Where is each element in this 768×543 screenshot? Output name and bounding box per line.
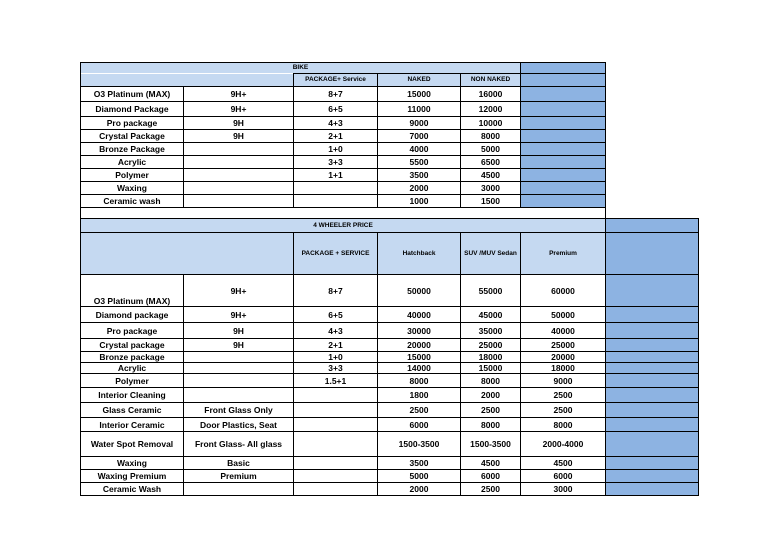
car-suv-sedan-price: 4500 — [461, 457, 521, 470]
car-spec: Premium — [184, 470, 294, 483]
car-package: 6+5 — [294, 307, 378, 323]
car-spec: Door Plastics, Seat — [184, 418, 294, 432]
bike-naked-price: 5500 — [378, 156, 461, 169]
car-blue-cell — [606, 388, 699, 403]
bike-service-name: Ceramic wash — [81, 195, 184, 208]
car-service-name: Glass Ceramic — [81, 403, 184, 418]
car-hatchback-price: 5000 — [378, 470, 461, 483]
car-suv-sedan-price: 55000 — [461, 275, 521, 307]
bike-non-naked-price: 16000 — [461, 87, 521, 102]
bike-package: 6+5 — [294, 102, 378, 117]
car-spec: 9H+ — [184, 307, 294, 323]
car-suv-sedan-price: 8000 — [461, 374, 521, 388]
bike-table-body — [81, 87, 606, 220]
car-service-name: Polymer — [81, 374, 184, 388]
car-service-name: Crystal package — [81, 339, 184, 352]
table-row — [81, 339, 699, 352]
bike-package: 3+3 — [294, 156, 378, 169]
table-row — [81, 195, 606, 208]
car-service-name: Water Spot Removal — [81, 432, 184, 457]
car-spec: 9H — [184, 323, 294, 339]
bike-hardness: 9H — [184, 117, 294, 130]
bike-non-naked-price: 4500 — [461, 169, 521, 182]
car-spec: Front Glass- All glass — [184, 432, 294, 457]
bike-blue-cell — [521, 169, 606, 182]
table-row — [81, 432, 699, 457]
car-package: 3+3 — [294, 363, 378, 374]
table-row — [81, 156, 606, 169]
table-row — [81, 130, 606, 143]
car-header-cell — [81, 233, 184, 275]
car-hatchback-price: 40000 — [378, 307, 461, 323]
bike-blue-cell — [521, 102, 606, 117]
table-row — [81, 483, 699, 496]
car-hatchback-price: 3500 — [378, 457, 461, 470]
car-service-name: Acrylic — [81, 363, 184, 374]
car-spec: Front Glass Only — [184, 403, 294, 418]
car-premium-price: 2500 — [521, 403, 606, 418]
car-suv-sedan-price: 8000 — [461, 418, 521, 432]
car-hatchback-price: 1500-3500 — [378, 432, 461, 457]
table-row — [81, 457, 699, 470]
bike-hardness: 9H — [184, 130, 294, 143]
bike-package: 1+1 — [294, 169, 378, 182]
bike-blue-cell — [521, 87, 606, 102]
car-suv-sedan-price: 18000 — [461, 352, 521, 363]
bike-service-name: Bronze Package — [81, 143, 184, 156]
bike-non-naked-price: 3000 — [461, 182, 521, 195]
bike-non-naked-price: 1500 — [461, 195, 521, 208]
car-package: 1.5+1 — [294, 374, 378, 388]
bike-naked-price: 4000 — [378, 143, 461, 156]
car-blue-cell — [606, 483, 699, 496]
bike-non-naked-price: 12000 — [461, 102, 521, 117]
car-service-name: Interior Cleaning — [81, 388, 184, 403]
car-header-premium: Premium — [521, 233, 606, 275]
table-row — [81, 275, 699, 307]
car-premium-price: 2500 — [521, 388, 606, 403]
car-blue-cell — [606, 374, 699, 388]
table-row — [81, 87, 606, 102]
car-suv-sedan-price: 1500-3500 — [461, 432, 521, 457]
car-spec: Basic — [184, 457, 294, 470]
bike-non-naked-price: 6500 — [461, 156, 521, 169]
car-premium-price: 3000 — [521, 483, 606, 496]
car-blue-cell — [606, 339, 699, 352]
car-blue-cell — [606, 323, 699, 339]
bike-blue-cell — [521, 156, 606, 169]
bike-header-package: PACKAGE+ Service — [294, 74, 378, 87]
bike-package: 2+1 — [294, 130, 378, 143]
car-package — [294, 457, 378, 470]
table-row — [81, 117, 606, 130]
car-suv-sedan-price: 35000 — [461, 323, 521, 339]
table-row — [81, 182, 606, 195]
car-hatchback-price: 6000 — [378, 418, 461, 432]
table-row — [81, 374, 699, 388]
car-package — [294, 418, 378, 432]
car-hatchback-price: 30000 — [378, 323, 461, 339]
bike-hardness — [184, 182, 294, 195]
car-header-suv-sedan: SUV /MUV Sedan — [461, 233, 521, 275]
car-package: 4+3 — [294, 323, 378, 339]
car-blue-cell — [606, 233, 699, 275]
car-spec — [184, 483, 294, 496]
bike-header-non-naked: NON NAKED — [461, 74, 521, 87]
bike-price-table — [80, 62, 606, 220]
car-premium-price: 50000 — [521, 307, 606, 323]
car-spec — [184, 374, 294, 388]
bike-blue-cell — [521, 74, 606, 87]
bike-non-naked-price: 8000 — [461, 130, 521, 143]
car-blue-cell — [606, 275, 699, 307]
bike-hardness — [184, 143, 294, 156]
car-hatchback-price: 2000 — [378, 483, 461, 496]
car-blue-cell — [606, 470, 699, 483]
bike-package: 8+7 — [294, 87, 378, 102]
table-row — [81, 143, 606, 156]
bike-naked-price: 11000 — [378, 102, 461, 117]
bike-naked-price: 2000 — [378, 182, 461, 195]
car-hatchback-price: 2500 — [378, 403, 461, 418]
bike-service-name: Diamond Package — [81, 102, 184, 117]
table-row — [81, 352, 699, 363]
table-row — [81, 363, 699, 374]
car-service-name: Ceramic Wash — [81, 483, 184, 496]
car-package — [294, 388, 378, 403]
car-suv-sedan-price: 45000 — [461, 307, 521, 323]
table-row — [81, 418, 699, 432]
bike-blue-cell — [521, 63, 606, 74]
car-premium-price: 9000 — [521, 374, 606, 388]
car-table-body — [81, 275, 699, 496]
table-row — [81, 307, 699, 323]
bike-package — [294, 182, 378, 195]
car-header-cell — [184, 233, 294, 275]
bike-header-cell — [81, 74, 184, 87]
car-premium-price: 6000 — [521, 470, 606, 483]
car-premium-price: 4500 — [521, 457, 606, 470]
car-spec: 9H — [184, 339, 294, 352]
car-suv-sedan-price: 2000 — [461, 388, 521, 403]
car-service-name: Waxing — [81, 457, 184, 470]
bike-service-name: Acrylic — [81, 156, 184, 169]
car-suv-sedan-price: 2500 — [461, 483, 521, 496]
bike-service-name: Crystal Package — [81, 130, 184, 143]
bike-hardness: 9H+ — [184, 102, 294, 117]
car-spec — [184, 388, 294, 403]
car-suv-sedan-price: 2500 — [461, 403, 521, 418]
bike-service-name: Waxing — [81, 182, 184, 195]
bike-hardness: 9H+ — [184, 87, 294, 102]
bike-non-naked-price: 10000 — [461, 117, 521, 130]
car-suv-sedan-price: 15000 — [461, 363, 521, 374]
car-hatchback-price: 1800 — [378, 388, 461, 403]
car-service-name: Diamond package — [81, 307, 184, 323]
bike-blue-cell — [521, 143, 606, 156]
table-row — [81, 323, 699, 339]
car-header-hatchback: Hatchback — [378, 233, 461, 275]
table-row — [81, 169, 606, 182]
car-blue-cell — [606, 457, 699, 470]
bike-package: 4+3 — [294, 117, 378, 130]
car-blue-cell — [606, 418, 699, 432]
car-suv-sedan-price: 25000 — [461, 339, 521, 352]
table-row — [81, 470, 699, 483]
bike-hardness — [184, 156, 294, 169]
car-premium-price: 2000-4000 — [521, 432, 606, 457]
car-package: 8+7 — [294, 275, 378, 307]
table-row — [81, 102, 606, 117]
bike-naked-price: 3500 — [378, 169, 461, 182]
bike-naked-price: 1000 — [378, 195, 461, 208]
bike-package: 1+0 — [294, 143, 378, 156]
bike-table-title: BIKE — [81, 63, 521, 74]
car-suv-sedan-price: 6000 — [461, 470, 521, 483]
car-package: 1+0 — [294, 352, 378, 363]
bike-naked-price: 15000 — [378, 87, 461, 102]
bike-header-cell — [184, 74, 294, 87]
car-blue-cell — [606, 307, 699, 323]
car-table-title: 4 WHEELER PRICE — [81, 219, 606, 233]
bike-hardness — [184, 169, 294, 182]
car-spec — [184, 363, 294, 374]
car-package — [294, 403, 378, 418]
car-service-name: Interior Ceramic — [81, 418, 184, 432]
car-header-package: PACKAGE + SERVICE — [294, 233, 378, 275]
car-package — [294, 483, 378, 496]
car-blue-cell — [606, 403, 699, 418]
bike-service-name: Pro package — [81, 117, 184, 130]
car-package — [294, 470, 378, 483]
bike-header-naked: NAKED — [378, 74, 461, 87]
bike-naked-price: 7000 — [378, 130, 461, 143]
bike-blue-cell — [521, 195, 606, 208]
car-blue-cell — [606, 363, 699, 374]
car-hatchback-price: 8000 — [378, 374, 461, 388]
bike-blue-cell — [521, 117, 606, 130]
car-service-name: Bronze package — [81, 352, 184, 363]
bike-blue-cell — [521, 130, 606, 143]
bike-hardness — [184, 195, 294, 208]
car-package: 2+1 — [294, 339, 378, 352]
bike-package — [294, 195, 378, 208]
bike-naked-price: 9000 — [378, 117, 461, 130]
car-blue-cell — [606, 352, 699, 363]
car-hatchback-price: 15000 — [378, 352, 461, 363]
table-row — [81, 403, 699, 418]
car-premium-price: 8000 — [521, 418, 606, 432]
car-premium-price: 20000 — [521, 352, 606, 363]
car-package — [294, 432, 378, 457]
car-spec: 9H+ — [184, 275, 294, 307]
car-price-table — [80, 218, 699, 496]
car-service-name: O3 Platinum (MAX) — [81, 275, 184, 307]
car-premium-price: 60000 — [521, 275, 606, 307]
car-service-name: Pro package — [81, 323, 184, 339]
car-premium-price: 40000 — [521, 323, 606, 339]
bike-service-name: O3 Platinum (MAX) — [81, 87, 184, 102]
car-premium-price: 18000 — [521, 363, 606, 374]
car-blue-cell — [606, 219, 699, 233]
car-hatchback-price: 14000 — [378, 363, 461, 374]
bike-non-naked-price: 5000 — [461, 143, 521, 156]
bike-blue-cell — [521, 182, 606, 195]
bike-service-name: Polymer — [81, 169, 184, 182]
car-blue-cell — [606, 432, 699, 457]
car-hatchback-price: 20000 — [378, 339, 461, 352]
table-row — [81, 388, 699, 403]
car-hatchback-price: 50000 — [378, 275, 461, 307]
car-spec — [184, 352, 294, 363]
car-service-name: Waxing Premium — [81, 470, 184, 483]
car-premium-price: 25000 — [521, 339, 606, 352]
